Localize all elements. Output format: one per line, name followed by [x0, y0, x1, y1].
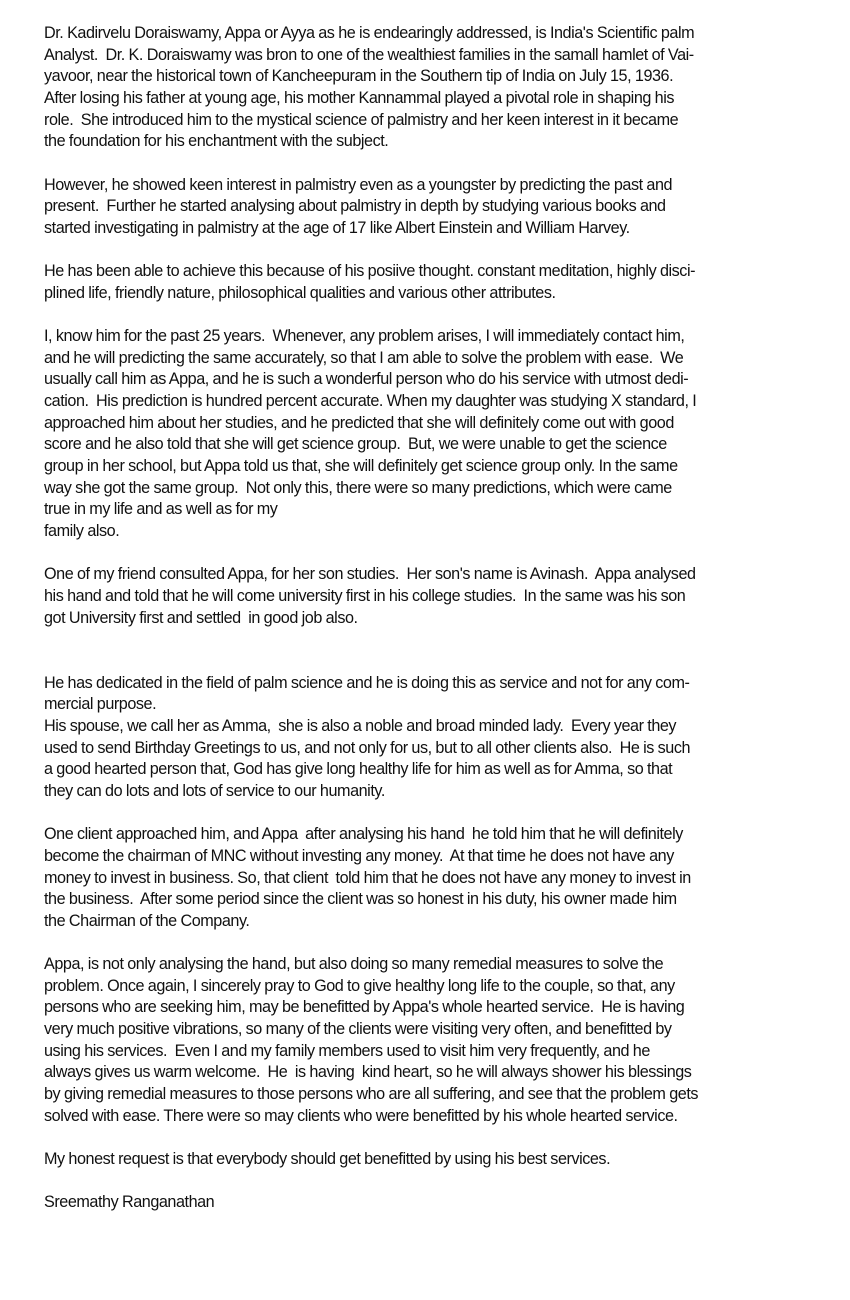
text-line: problem. Once again, I sincerely pray to God to give healthy long life to the couple, so that, any	[44, 976, 675, 995]
text-line: by giving remedial measures to those persons who are all suffering, and see that the problem gets	[44, 1085, 699, 1104]
paragraph-early-interest	[44, 175, 844, 240]
signature: Sreemathy Ranganathan	[44, 1193, 215, 1212]
text-line: true in my life and as well as for my	[44, 500, 278, 519]
text-line: One of my friend consulted Appa, for her son studies. Her son's name is Avinash. Appa analysed	[44, 565, 696, 584]
text-line: score and he also told that she will get science group. But, we were unable to get the science	[44, 435, 667, 454]
text-line: role. She introduced him to the mystical science of palmistry and her keen interest in it became	[44, 110, 679, 129]
text-line: the foundation for his enchantment with the subject.	[44, 132, 389, 151]
paragraph-request	[44, 1149, 844, 1171]
text-line: usually call him as Appa, and he is such a wonderful person who do his service with utmost dedi-	[44, 370, 689, 389]
text-line: cation. His prediction is hundred percent accurate. When my daughter was studying X standard, I	[44, 392, 697, 411]
text-line: the business. After some period since the client was so honest in his duty, his owner made him	[44, 890, 677, 909]
text-line: very much positive vibrations, so many of the clients were visiting very often, and benefitted by	[44, 1020, 672, 1039]
text-line: My honest request is that everybody should get benefitted by using his best services.	[44, 1150, 611, 1168]
text-line: group in her school, but Appa told us that, she will definitely get science group only. In the same	[44, 457, 678, 476]
text-line: used to send Birthday Greetings to us, and not only for us, but to all other clients also. He is such	[44, 738, 691, 757]
text-line: way she got the same group. Not only this, there were so many predictions, which were came	[44, 478, 672, 497]
text-line: got University first and settled in good job also.	[44, 608, 358, 627]
text-line: present. Further he started analysing about palmistry in depth by studying various books and	[44, 197, 666, 216]
text-line: Analyst. Dr. K. Doraiswamy was bron to one of the wealthiest families in the samall hamlet of Vai-	[44, 45, 694, 64]
text-line: After losing his father at young age, his mother Kannammal played a pivotal role in shaping his	[44, 88, 675, 107]
text-line: His spouse, we call her as Amma, she is also a noble and broad minded lady. Every year they	[44, 716, 677, 735]
text-line: approached him about her studies, and he predicted that she will definitely come out with good	[44, 413, 674, 432]
text-line: I, know him for the past 25 years. Whenever, any problem arises, I will immediately contact him,	[44, 327, 685, 346]
text-line: Appa, is not only analysing the hand, but also doing so many remedial measures to solve the	[44, 955, 664, 974]
text-line: solved with ease. There were so may clients who were benefitted by his whole hearted service.	[44, 1106, 678, 1125]
paragraph-personal-experience	[44, 326, 844, 543]
text-line: money to invest in business. So, that client told him that he does not have any money to invest in	[44, 868, 691, 887]
text-line: they can do lots and lots of service to our humanity.	[44, 781, 385, 800]
text-line: a good hearted person that, God has give long healthy life for him as well as for Amma, so that	[44, 760, 673, 779]
text-line: He has dedicated in the field of palm science and he is doing this as service and not for any com-	[44, 673, 690, 692]
paragraph-biography	[44, 23, 844, 153]
paragraph-dedication	[44, 673, 844, 803]
text-line: However, he showed keen interest in palmistry even as a youngster by predicting the past and	[44, 175, 673, 194]
text-line: plined life, friendly nature, philosophical qualities and various other attributes.	[44, 283, 556, 302]
text-line: Dr. Kadirvelu Doraiswamy, Appa or Ayya as he is endearingly addressed, is India's Scientific palm	[44, 24, 695, 42]
text-line: One client approached him, and Appa after analysing his hand he told him that he will definitely	[44, 825, 683, 844]
text-line: mercial purpose.	[44, 695, 157, 714]
paragraph-achievements	[44, 261, 844, 304]
text-line: started investigating in palmistry at the age of 17 like Albert Einstein and William Harvey.	[44, 218, 630, 237]
text-line: family also.	[44, 522, 120, 541]
letter-document	[44, 23, 844, 1214]
text-line: become the chairman of MNC without investing any money. At that time he does not have any	[44, 846, 674, 865]
text-line: and he will predicting the same accurately, so that I am able to solve the problem with ease. We	[44, 348, 684, 367]
paragraph-client-chairman	[44, 824, 844, 932]
paragraph-friend-son	[44, 564, 844, 629]
text-line: persons who are seeking him, may be benefitted by Appa's whole hearted service. He is having	[44, 998, 685, 1017]
text-line: his hand and told that he will come university first in his college studies. In the same was his son	[44, 587, 686, 605]
text-line: always gives us warm welcome. He is having kind heart, so he will always shower his blessings	[44, 1063, 692, 1082]
text-line: yavoor, near the historical town of Kancheepuram in the Southern tip of India on July 15, 1936.	[44, 67, 674, 86]
text-line: the Chairman of the Company.	[44, 911, 250, 930]
text-line: He has been able to achieve this because of his posiive thought. constant meditation, highly disci-	[44, 262, 696, 281]
paragraph-remedial-measures	[44, 954, 844, 1127]
text-line: using his services. Even I and my family members used to visit him very frequently, and he	[44, 1041, 650, 1060]
